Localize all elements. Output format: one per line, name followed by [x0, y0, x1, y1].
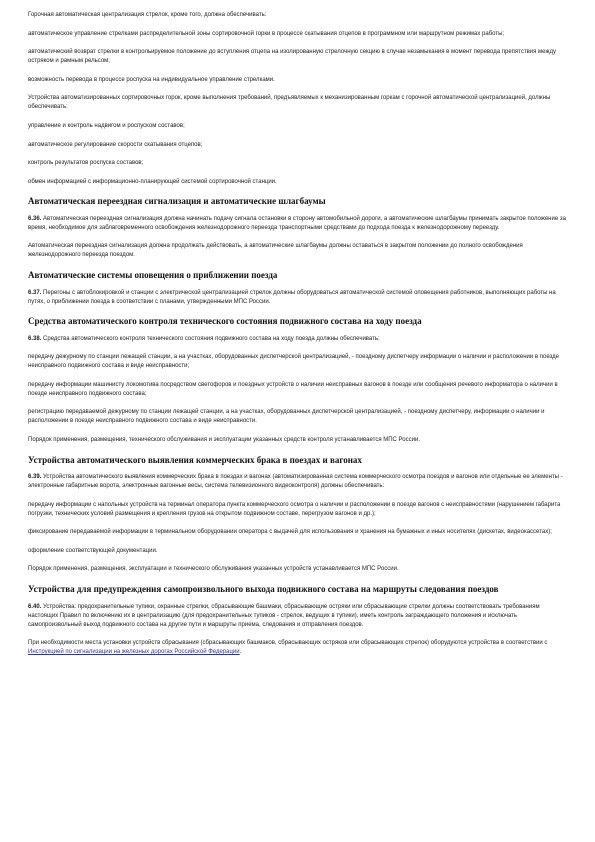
paragraph: регистрацию передаваемой дежурному по станции лежащей станции, а на участках, оборудованных диспетчерской централизацией, - поездному диспетчеру, информации о наличии и расположении в поезде неисправного подвижного состава и виде неисправности.: [28, 409, 545, 425]
clause-number: 6.38.: [28, 335, 42, 342]
paragraph: [28, 335, 568, 344]
clause-text: Устройства: предохранительные тупики, охранные стрелки, сбрасывающие башмаки, сбрасывающие остряки или сбрасывающие стрелки должны соответствовать требованиям настоящих Правил по включению их в централизацию (для предохранительных тупиков - стрелок, ведущих в тупики), иметь контроль заграждающего положения и исключать самопроизвольный выход подвижного состава на другие пути и маршруты приема, следования и отправления поездов.: [28, 603, 540, 628]
paragraph-end: .: [239, 649, 242, 656]
document-body: [28, 11, 568, 667]
paragraph: Порядок применения, размещения, технического обслуживания и эксплуатации указанных средств контроля устанавливается МПС России.: [28, 437, 421, 443]
paragraph: [28, 289, 568, 307]
paragraph: управление и контроль надвигом и роспуском составов;: [28, 122, 185, 129]
paragraph: передачу дежурному по станции лежащей станции, а на участках, оборудованных диспетчерской централизацией, - поездному диспетчеру информации о наличии и расположении в поезде неисправного подвижного состава и виде неисправности;: [28, 354, 560, 370]
paragraph: [28, 473, 568, 491]
paragraph: [28, 215, 568, 233]
section-heading: Устройства автоматического выявления коммерческих брака в поездах и вагонах: [28, 454, 362, 465]
paragraph: передачу информации с напольных устройств на терминал оператора пункта коммерческого осмотра о наличии и расположении в поезде вагонов с неисправностями (нарушением габарита погрузки, технических условий размещения и крепления грузов на открытом подвижном составе, перегрузом вагонов и др.);: [28, 501, 561, 517]
paragraph: автоматическое управление стрелками распределительной зоны сортировочной горки в процессе скатывания отцепов в программном или маршрутном режимах работы;: [28, 30, 505, 37]
paragraph: автоматический возврат стрелки в контрольируемое положение до вступления отцепа на изолированную стрелочную секцию в случае незамыкания в момент перевода препятствия между остряком и рамным рельсом;: [28, 49, 556, 65]
clause-number: 6.40.: [28, 603, 42, 610]
clause-number: 6.37.: [28, 289, 42, 296]
paragraph-text: При необходимости места установки устройств сбрасывания (сбрасывающих башмаков, сбрасывающих остряков или сбрасывающих стрелок) оборудуются устройства в соответствии с: [28, 640, 548, 647]
paragraph: возможность перевода в процессе роспуска на индивидуальное управление стрелками.: [28, 76, 275, 83]
paragraph: Устройства автоматизированных сортировочных горок, кроме выполнения требований, предъявляемых к механизированным горкам с горочной автоматической централизацией, должны обеспечивать:: [28, 95, 551, 111]
paragraph: Горочная автоматическая централизация стрелок, кроме того, должна обеспечивать:: [28, 12, 267, 18]
section-heading: Автоматическая переездная сигнализация и автоматические шлагбаумы: [28, 196, 326, 207]
clause-text: Средства автоматического контроля технического состояния подвижного состава на ходу поезда должны обеспечивать:: [41, 335, 380, 342]
clause-number: 6.36.: [28, 215, 42, 222]
paragraph: оформление соответствующей документации.: [28, 547, 158, 554]
clause-text: Перегоны с автоблокировкой и станции с электрической централизацией стрелок должны оборудоваться автоматической системой оповещения работников, выполняющих работы на путях, о приближении поезда в соответствии с планами, утвержденными МПС России.: [28, 289, 556, 305]
paragraph: [28, 603, 568, 630]
clause-number: 6.39.: [28, 474, 42, 481]
paragraph: [28, 639, 568, 657]
clause-text: Автоматическая переездная сигнализация должна начинать подачу сигнала остановки в сторону автомобильной дороги, а автоматические шлагбаумы принимать закрытое положение за время, необходимое для заблаговременного освобождения железнодорожного переезда транспортными средствами до подхода поезда к железнодорожному переезду.: [28, 215, 566, 231]
paragraph: контроль результатов роспуска составов;: [28, 160, 144, 167]
instruction-link[interactable]: Инструкцией по сигнализации на железных дорогах Российской Федерации: [28, 649, 240, 656]
section-heading: Средства автоматического контроля технического состояния подвижного состава на ходу поезда: [28, 316, 422, 327]
paragraph: Порядок применения, размещения, эксплуатации и технического обслуживания указанных устройств устанавливается МПС России.: [28, 566, 399, 573]
paragraph: автоматическое регулирование скорости скатывания отцепов;: [28, 141, 203, 148]
paragraph: передачу информации машинисту локомотива посредством светофоров и поездных устройств о наличии неисправных вагонов в поезде или сообщения речевого информатора о наличии в поезде неисправного подвижного состава;: [28, 381, 558, 397]
paragraph: Автоматическая переездная сигнализация должна продолжать действовать, а автоматические шлагбаумы должны оставаться в закрытом положении до полного освобождения железнодорожного переезда поездом.: [28, 243, 523, 259]
clause-text: Устройства автоматического выявления коммерческих брака в поездах и вагонах (автоматизированная система коммерческого осмотра поездов и вагонов или отдельные ее элементы - электронные габаритные ворота, электронные вагонные весы, система телевизионного видеоконтроля) должны обеспечивать:: [28, 474, 563, 490]
section-heading: Автоматические системы оповещения о приближении поезда: [28, 270, 278, 281]
paragraph: фиксирование передаваемой информации в терминальном оборудовании оператора с выдачей для использования и хранения на бумажных и иных носителях (дискетах, видеокассетах);: [28, 529, 552, 536]
section-heading: Устройства для предупреждения самопроизвольного выхода подвижного состава на маршруты следования поездов: [28, 584, 499, 595]
paragraph: обмен информацией с информационно-планирующей системой сортировочной станции.: [28, 178, 277, 185]
